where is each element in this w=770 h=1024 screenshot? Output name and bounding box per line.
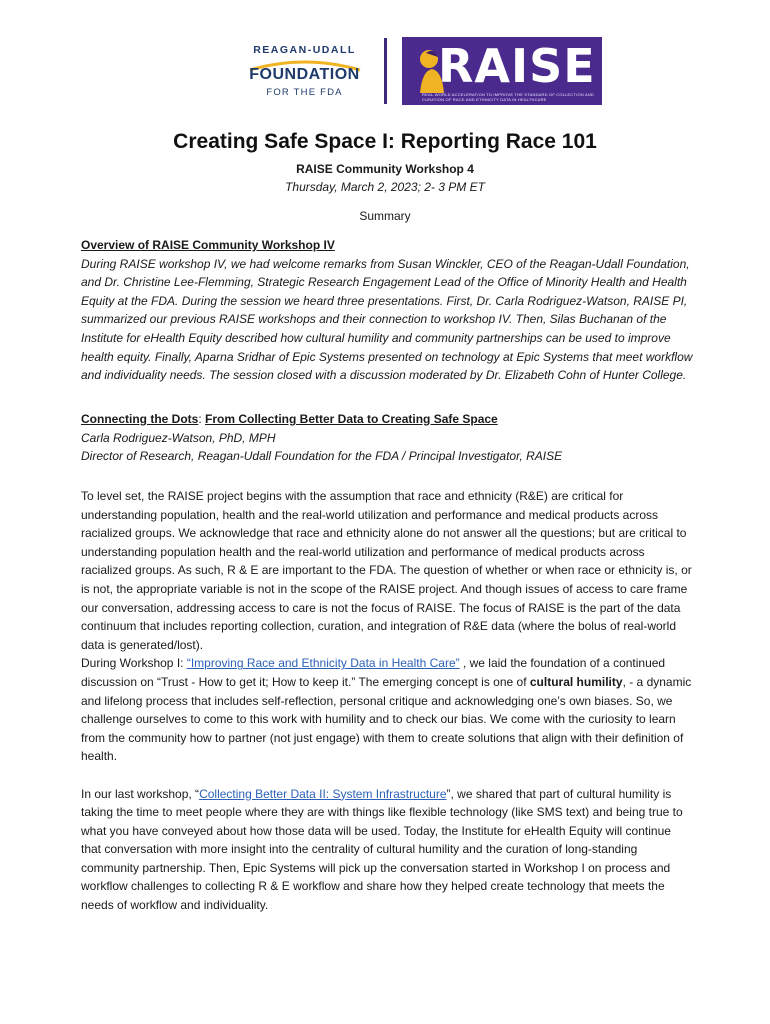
logo-top-text: REAGAN-UDALL	[253, 44, 356, 56]
document-header	[0, 0, 770, 120]
paragraph-workshop-one	[81, 654, 693, 766]
logo-sub-text: FOR THE FDA	[266, 87, 343, 98]
overview-heading: Overview of RAISE Community Workshop IV	[81, 238, 335, 252]
paragraph-level-set: To level set, the RAISE project begins with the assumption that race and ethnicity (R&E) are critical for understanding population, health and the real-world utilization and performance and medical products across racialized groups. We acknowledge that race and ethnicity alone do not answer all the questions; but are critical to understanding population health and the real-world utilization and performance of medical products across racialized groups. As such, R & E are important to the FDA. The question of whether or when race or ethnicity is, or is not, the appropriate variable is not in the scope of the RAISE project. And though issues of access to care frame our conversation, addressing access to care is not the focus of RAISE. The focus of RAISE is the part of the data continuum that includes reporting collection, curation, and integration of R&E data (where the bolus of real-world data is generated/lost).	[81, 489, 692, 652]
workshop-date: Thursday, March 2, 2023; 2- 3 PM ET	[285, 180, 485, 194]
section-heading-part1: Connecting the Dots	[81, 412, 199, 426]
speaker-name: Carla Rodriguez-Watson, PhD, MPH	[81, 430, 276, 445]
logo-divider	[384, 38, 387, 104]
section-heading	[81, 410, 693, 429]
section-heading-part2: From Collecting Better Data to Creating Safe Space	[205, 412, 498, 426]
workshop-subtitle: RAISE Community Workshop 4	[296, 162, 474, 176]
connecting-dots-section	[81, 410, 693, 466]
logo-main-text: FOUNDATION	[249, 66, 360, 83]
para3-suffix: ”, we shared that part of cultural humility is taking the time to meet people where they are with things like flexible technology (like SMS text) and being true to what you have conveyed about how those data will be used. Today, the Institute for eHealth Equity will continue that conversation with more insight into the centrality of cultural humility and the curation of long-standing community partnership. Then, Epic Systems will pick up the conversation started in Workshop I on process and workflow challenges to collecting R & E workflow and share how they helped create technology that meets the needs of workflow and individuality.	[81, 786, 683, 913]
para3-prefix: In our last workshop, “	[81, 786, 200, 801]
workshop-one-link[interactable]: “Improving Race and Ethnicity Data in Health Care”	[186, 656, 460, 671]
cultural-humility-term: cultural humility	[529, 674, 623, 689]
raise-tagline: REAL-WORLD ACCELERATION TO IMPROVE THE STANDARD OF COLLECTION AND CURATION OF RACE AND ETHNICITY DATA IN HEALTHCARE	[422, 92, 594, 102]
overview-section	[81, 236, 693, 385]
body-paragraphs	[81, 487, 693, 915]
speaker-role: Director of Research, Reagan-Udall Foundation for the FDA / Principal Investigator, RAISE	[81, 449, 563, 464]
reagan-udall-logo	[232, 40, 377, 102]
section-heading-sep: :	[198, 412, 205, 426]
para2-suffix: , - a dynamic and lifelong process that includes self-reflection, personal critique and acknowledging one’s own biases. So, we challenge ourselves to come to this work with humility and to check our bias. We come with the curiosity to learn from the community how to partner (not just engage) with them to create solutions that align with their definition of health.	[81, 674, 692, 764]
para2-prefix: During Workshop I:	[81, 656, 187, 671]
raise-logo	[402, 37, 602, 105]
para2-mid: , we laid the foundation of a continued discussion on “Trust - How to get it; How to keep it.” The emerging concept is one of	[81, 656, 666, 689]
summary-label: Summary	[359, 209, 411, 223]
raise-wordmark: RAISE	[438, 39, 596, 93]
page-title: Creating Safe Space I: Reporting Race 101	[173, 130, 597, 153]
overview-text: During RAISE workshop IV, we had welcome remarks from Susan Winckler, CEO of the Reagan-Udall Foundation, and Dr. Christine Lee-Flemming, Strategic Research Engagement Lead of the Office of Minority Health and Health Equity at the FDA. During the session we heard three presentations. First, Dr. Carla Rodriguez-Watson, RAISE PI, summarized our previous RAISE workshops and their connection to workshop IV. Then, Silas Buchanan of the Institute for eHealth Equity described how cultural humility and community partnerships can be used to improve health equity. Finally, Aparna Sridhar of Epic Systems presented on technology at Epic Systems that meet workflow and individuality needs. The session closed with a discussion moderated by Dr. Elizabeth Cohn of Hunter College.	[81, 256, 693, 383]
workshop-two-link[interactable]: Collecting Better Data II: System Infrastructure	[199, 786, 447, 801]
paragraph-last-workshop	[81, 785, 693, 915]
